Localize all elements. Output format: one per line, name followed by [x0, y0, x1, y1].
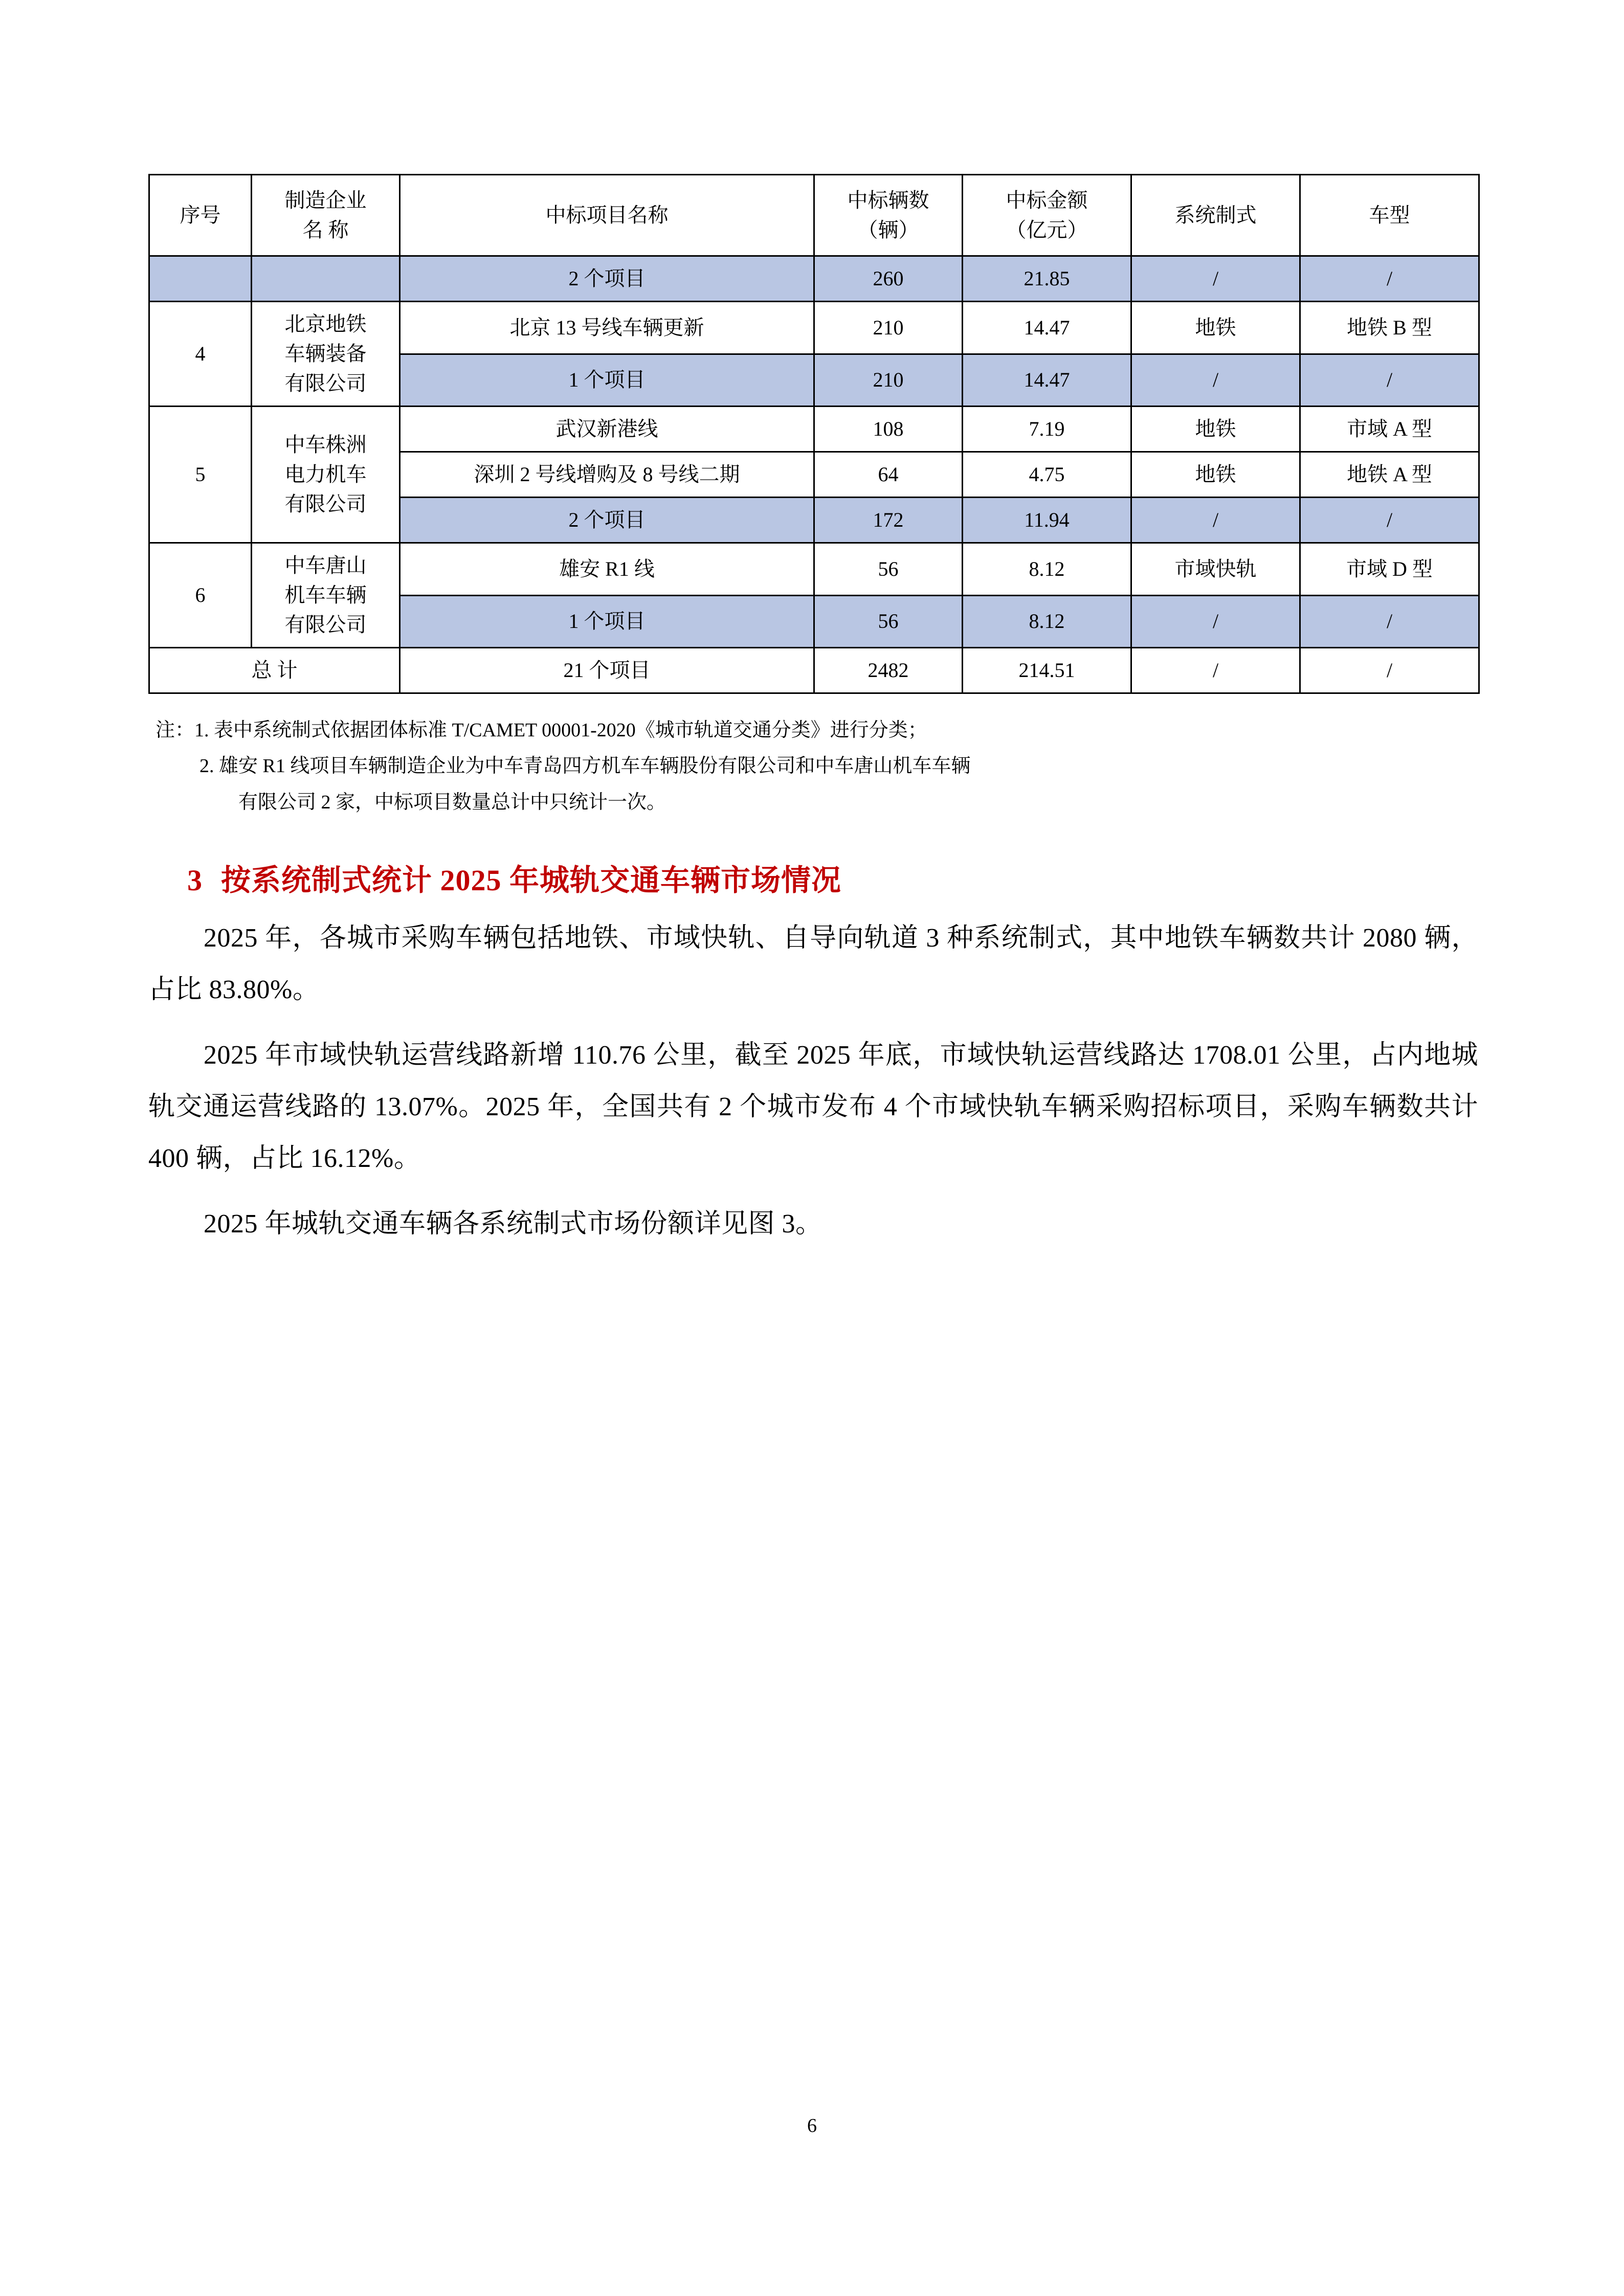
cell-system: / [1131, 595, 1300, 648]
column-header-amount [963, 175, 1131, 256]
section-title: 按系统制式统计 2025 年城轨交通车辆市场情况 [221, 863, 842, 897]
cell-project: 雄安 R1 线 [400, 543, 814, 596]
cell-total-label: 总 计 [149, 648, 400, 693]
page-number: 6 [807, 2115, 817, 2136]
cell-type: 地铁 B 型 [1300, 302, 1479, 354]
cell-amount: 11.94 [963, 498, 1131, 543]
cell-amount: 7.19 [963, 407, 1131, 452]
cell-amount: 14.47 [963, 354, 1131, 407]
cell-company-line3: 有限公司 [284, 492, 367, 515]
cell-company-line1: 中车唐山 [284, 554, 367, 577]
paragraph-3: 2025 年城轨交通车辆各系统制式市场份额详见图 3。 [204, 1209, 822, 1239]
cell-type: 市域 A 型 [1300, 407, 1479, 452]
table-notes [148, 712, 1478, 820]
section-number: 3 [187, 863, 203, 897]
cell-project: 2 个项目 [400, 256, 814, 302]
cell-count: 56 [814, 543, 963, 596]
table-row [149, 256, 1479, 302]
cell-seq: 5 [149, 407, 252, 543]
table-note-1: 注：1. 表中系统制式依据团体标准 T/CAMET 00001-2020《城市轨道交通分类》进行分类； [155, 719, 927, 741]
cell-project: 1 个项目 [400, 354, 814, 407]
paragraph-2: 2025 年市域快轨运营线路新增 110.76 公里，截至 2025 年底，市域快轨运营线路达 1708.01 公里，占内地城轨交通运营线路的 13.07%。2025 年，全国共有 2 个城市发布 4 个市域快轨车辆采购招标项目，采购车辆数共计 400 辆，占比 16.12%。 [148, 1040, 1478, 1174]
page-content [148, 174, 1478, 1250]
cell-amount: 21.85 [963, 256, 1131, 302]
cell-system: 地铁 [1131, 452, 1300, 498]
cell-company [252, 256, 400, 302]
bid-results-table [148, 174, 1480, 694]
cell-company [252, 543, 400, 648]
cell-amount: 8.12 [963, 543, 1131, 596]
column-header-count-line2: （辆） [857, 218, 919, 241]
cell-company [252, 407, 400, 543]
cell-count: 210 [814, 302, 963, 354]
cell-company-line2: 电力机车 [284, 463, 367, 486]
cell-project: 深圳 2 号线增购及 8 号线二期 [400, 452, 814, 498]
cell-system: / [1131, 354, 1300, 407]
cell-company-line1: 中车株洲 [284, 433, 367, 456]
cell-count: 172 [814, 498, 963, 543]
cell-company-line1: 北京地铁 [284, 312, 367, 335]
cell-total-amount: 214.51 [963, 648, 1131, 693]
table-row [149, 407, 1479, 452]
table-header [149, 175, 1479, 256]
cell-total-system: / [1131, 648, 1300, 693]
table-body [149, 256, 1479, 693]
table-header-row [149, 175, 1479, 256]
column-header-company-line1: 制造企业 [284, 189, 367, 212]
cell-company-line2: 机车车辆 [284, 583, 367, 606]
column-header-company [252, 175, 400, 256]
cell-company [252, 302, 400, 407]
cell-total-project: 21 个项目 [400, 648, 814, 693]
cell-project: 1 个项目 [400, 595, 814, 648]
paragraph-1: 2025 年，各城市采购车辆包括地铁、市域快轨、自导向轨道 3 种系统制式，其中地铁车辆数共计 2080 辆，占比 83.80%。 [148, 923, 1478, 1005]
cell-company-line3: 有限公司 [284, 613, 367, 636]
cell-type: 市域 D 型 [1300, 543, 1479, 596]
cell-type: / [1300, 595, 1479, 648]
cell-total-count: 2482 [814, 648, 963, 693]
table-note-2-cont: 有限公司 2 家，中标项目数量总计中只统计一次。 [238, 791, 666, 813]
cell-seq: 4 [149, 302, 252, 407]
cell-system: 市域快轨 [1131, 543, 1300, 596]
column-header-type: 车型 [1300, 175, 1479, 256]
cell-type: / [1300, 354, 1479, 407]
cell-seq: 6 [149, 543, 252, 648]
cell-amount: 14.47 [963, 302, 1131, 354]
section-heading [148, 856, 1478, 899]
cell-system: 地铁 [1131, 407, 1300, 452]
cell-project: 北京 13 号线车辆更新 [400, 302, 814, 354]
column-header-seq: 序号 [149, 175, 252, 256]
table-row [149, 543, 1479, 596]
cell-system: / [1131, 498, 1300, 543]
cell-project: 武汉新港线 [400, 407, 814, 452]
cell-count: 64 [814, 452, 963, 498]
cell-type: 地铁 A 型 [1300, 452, 1479, 498]
column-header-project: 中标项目名称 [400, 175, 814, 256]
cell-count: 108 [814, 407, 963, 452]
cell-type: / [1300, 256, 1479, 302]
column-header-count [814, 175, 963, 256]
column-header-amount-line1: 中标金额 [1006, 189, 1088, 212]
table-row [149, 302, 1479, 354]
cell-project: 2 个项目 [400, 498, 814, 543]
column-header-count-line1: 中标辆数 [847, 189, 929, 212]
column-header-amount-line2: （亿元） [1006, 218, 1088, 241]
cell-count: 210 [814, 354, 963, 407]
cell-company-line2: 车辆装备 [284, 342, 367, 365]
column-header-system: 系统制式 [1131, 175, 1300, 256]
cell-system: 地铁 [1131, 302, 1300, 354]
cell-count: 56 [814, 595, 963, 648]
cell-system: / [1131, 256, 1300, 302]
cell-count: 260 [814, 256, 963, 302]
table-note-2: 2. 雄安 R1 线项目车辆制造企业为中车青岛四方机车车辆股份有限公司和中车唐山机车车辆 [199, 755, 971, 777]
cell-amount: 8.12 [963, 595, 1131, 648]
column-header-company-line2: 名 称 [302, 218, 349, 241]
cell-type: / [1300, 498, 1479, 543]
cell-company-line3: 有限公司 [284, 372, 367, 395]
cell-seq [149, 256, 252, 302]
table-total-row [149, 648, 1479, 693]
cell-amount: 4.75 [963, 452, 1131, 498]
cell-total-type: / [1300, 648, 1479, 693]
